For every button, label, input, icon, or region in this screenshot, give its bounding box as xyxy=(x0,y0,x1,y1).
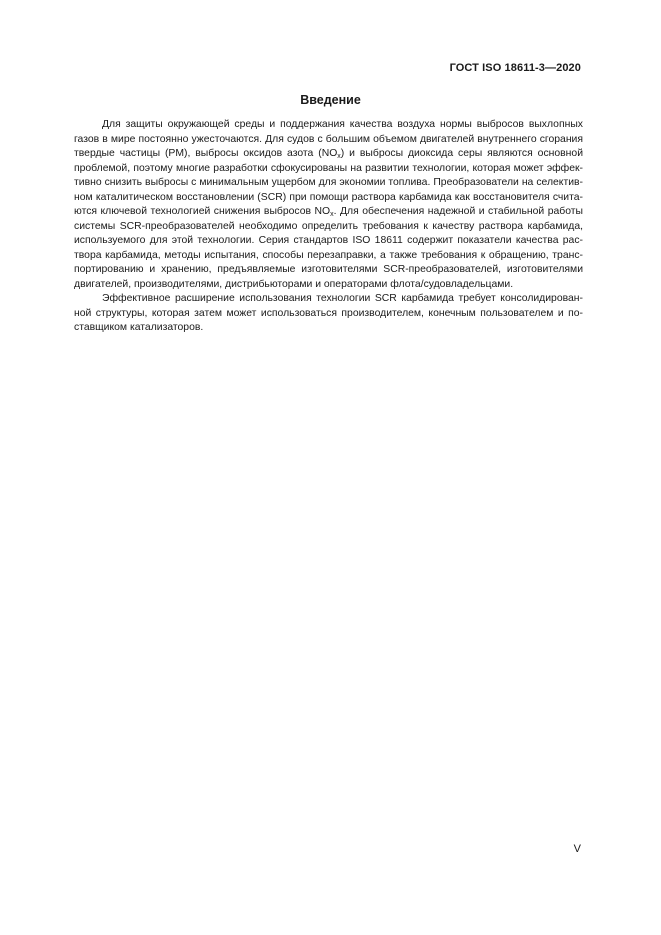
text-line: системы SCR-преобразователей необходимо определить требования к качеству раствора карбамида, xyxy=(74,220,583,232)
text-line xyxy=(74,147,583,162)
text-line: проблемой, поэтому многие разработки сфокусированы на развитии технологии, которая может эффек- xyxy=(74,162,583,174)
text-line: ной структуры, которая затем может использоваться производителем, конечным пользователем и по- xyxy=(74,307,583,319)
text-line: твора карбамида, методы испытания, способы перезаправки, а также требования к обращению, транс- xyxy=(74,249,583,261)
text-fragment: ) и выбросы диоксида серы являются основной xyxy=(340,148,583,159)
section-title: Введение xyxy=(300,93,361,107)
text-line: газов в мире постоянно ужесточаются. Для судов с большим объемом двигателей внутреннего сгорания xyxy=(74,133,583,145)
paragraph-2 xyxy=(74,292,583,336)
text-line: Эффективное расширение использования технологии SCR карбамида требует консолидирован- xyxy=(102,293,583,304)
text-line: тивно снизить выбросы с минимальным ущербом для экономии топлива. Преобразователи на селектив- xyxy=(74,177,583,188)
text-line: двигателей, производителями, дистрибьюторами и операторами флота/судовладельцами. xyxy=(74,278,514,290)
text-line: ставщиком катализаторов. xyxy=(74,322,204,333)
introduction-text xyxy=(74,118,583,336)
text-line: портированию и хранению, предъявляемые изготовителями SCR-преобразователей, изготовителями xyxy=(74,264,583,275)
text-fragment: ются ключевой технологией снижения выбросов NO xyxy=(74,206,331,217)
text-line xyxy=(74,205,583,220)
text-line: Для защиты окружающей среды и поддержания качества воздуха нормы выбросов выхлопных xyxy=(102,119,583,130)
text-line: используемого для этой технологии. Серия стандартов ISO 18611 содержит показатели качества рас- xyxy=(74,235,583,246)
paragraph-1 xyxy=(74,118,583,292)
subscript: x xyxy=(330,211,334,218)
text-line: ном каталитическом восстановлении (SCR) при помощи раствора карбамида как восстановителя счита- xyxy=(74,191,583,203)
standard-designation: ГОСТ ISO 18611-3—2020 xyxy=(449,62,581,74)
subscript: x xyxy=(337,153,341,160)
page-number: V xyxy=(573,843,581,855)
text-fragment: . Для обеспечения надежной и стабильной работы xyxy=(333,206,583,217)
text-fragment: твердые частицы (PM), выбросы оксидов азота (NO xyxy=(74,148,338,159)
